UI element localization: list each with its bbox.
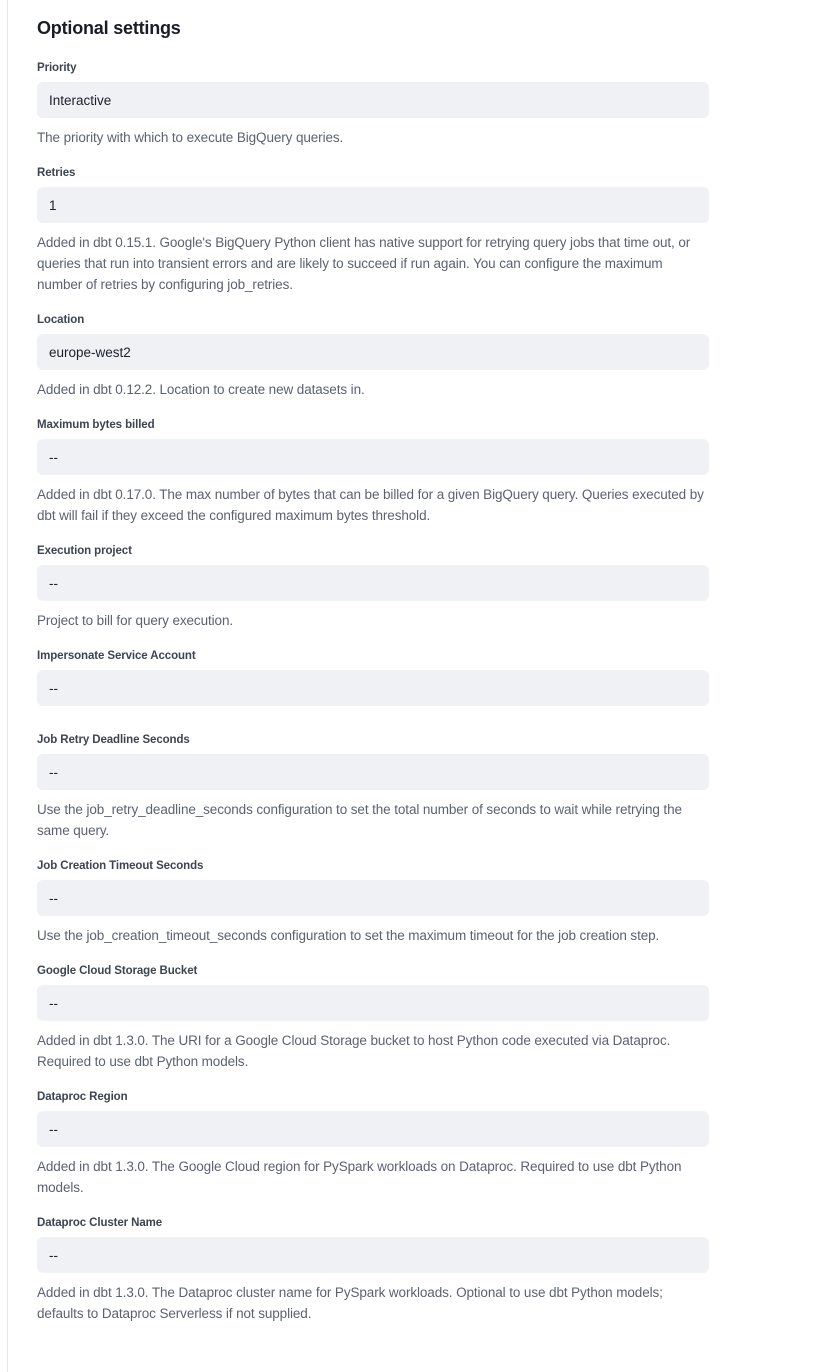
field-label: Job Creation Timeout Seconds	[37, 860, 204, 872]
field-job-creation-timeout-seconds	[37, 859, 709, 946]
field-job-retry-deadline-seconds	[37, 733, 709, 841]
field-execution-project	[37, 544, 709, 631]
field-dataproc-cluster-name	[37, 1216, 709, 1324]
field-helper-text: Added in dbt 0.17.0. The max number of bytes that can be billed for a given BigQuery query. Queries executed by dbt will fail if they exceed the configured maximum bytes threshold.	[37, 487, 704, 523]
field-google-cloud-storage-bucket	[37, 964, 709, 1072]
location-input[interactable]	[37, 334, 709, 370]
field-label: Job Retry Deadline Seconds	[37, 734, 190, 746]
field-location	[37, 313, 709, 400]
field-maximum-bytes-billed	[37, 418, 709, 526]
google-cloud-storage-bucket-input[interactable]	[37, 985, 709, 1021]
field-label: Impersonate Service Account	[37, 650, 196, 662]
field-priority	[37, 61, 709, 148]
field-label: Dataproc Cluster Name	[37, 1217, 163, 1229]
page-title: Optional settings	[37, 18, 181, 38]
field-retries	[37, 166, 709, 295]
field-helper-text: Added in dbt 1.3.0. The URI for a Google Cloud Storage bucket to host Python code executed via Dataproc. Required to use dbt Python models.	[37, 1033, 671, 1069]
maximum-bytes-billed-input[interactable]	[37, 439, 709, 475]
settings-form	[37, 61, 806, 1324]
field-label: Dataproc Region	[37, 1091, 128, 1103]
field-helper-text: Added in dbt 1.3.0. The Dataproc cluster name for PySpark workloads. Optional to use dbt Python models; defaults to Dataproc Serverless if not supplied.	[37, 1285, 663, 1321]
retries-input[interactable]	[37, 187, 709, 223]
field-label: Google Cloud Storage Bucket	[37, 965, 198, 977]
priority-input[interactable]	[37, 82, 709, 118]
field-impersonate-service-account	[37, 649, 709, 706]
field-label: Execution project	[37, 545, 132, 557]
field-label: Retries	[37, 167, 76, 179]
field-helper-text: Use the job_creation_timeout_seconds configuration to set the maximum timeout for the job creation step.	[37, 928, 660, 943]
field-helper-text: The priority with which to execute BigQuery queries.	[37, 130, 344, 145]
dataproc-region-input[interactable]	[37, 1111, 709, 1147]
field-helper-text: Use the job_retry_deadline_seconds configuration to set the total number of seconds to wait while retrying the same query.	[37, 802, 682, 838]
field-helper-text: Project to bill for query execution.	[37, 613, 233, 628]
impersonate-service-account-input[interactable]	[37, 670, 709, 706]
dataproc-cluster-name-input[interactable]	[37, 1237, 709, 1273]
field-label: Maximum bytes billed	[37, 419, 155, 431]
field-dataproc-region	[37, 1090, 709, 1198]
execution-project-input[interactable]	[37, 565, 709, 601]
job-creation-timeout-seconds-input[interactable]	[37, 880, 709, 916]
field-helper-text: Added in dbt 0.15.1. Google's BigQuery Python client has native support for retrying query jobs that time out, or queries that run into transient errors and are likely to succeed if run again. You can configure the maximum number of retries by configuring job_retries.	[37, 235, 691, 292]
job-retry-deadline-seconds-input[interactable]	[37, 754, 709, 790]
field-helper-text: Added in dbt 0.12.2. Location to create new datasets in.	[37, 382, 365, 397]
optional-settings-panel	[7, 0, 826, 1372]
field-label: Priority	[37, 62, 77, 74]
field-label: Location	[37, 314, 85, 326]
field-helper-text: Added in dbt 1.3.0. The Google Cloud region for PySpark workloads on Dataproc. Required to use dbt Python models.	[37, 1159, 682, 1195]
